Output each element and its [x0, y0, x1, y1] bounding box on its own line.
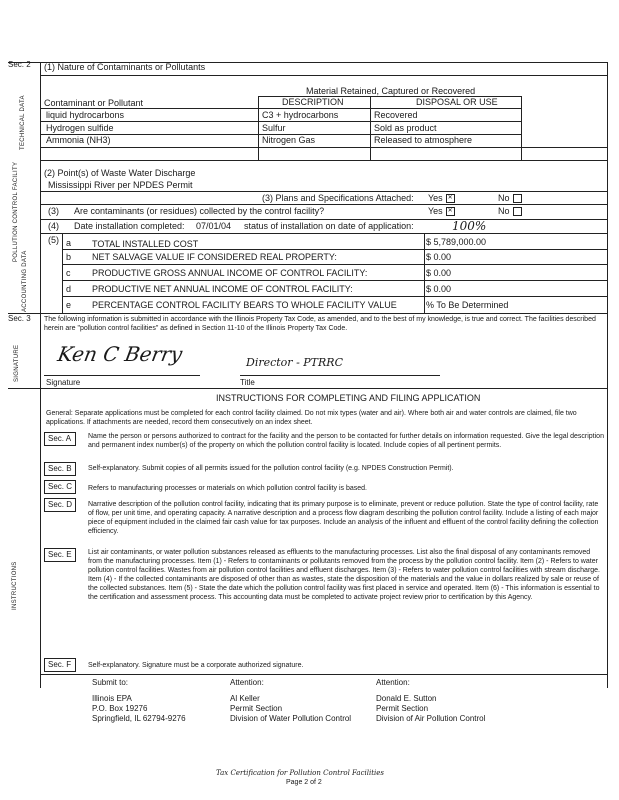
instr-sec-d-label: Sec. D [48, 500, 73, 509]
plans-yes-label: Yes [428, 193, 443, 203]
q4-status-value[interactable]: 100% [452, 219, 487, 233]
q2-title: (2) Point(s) of Waste Water Discharge [44, 168, 196, 178]
plans-no-checkbox[interactable] [513, 194, 522, 203]
instr-sec-a-label: Sec. A [48, 434, 72, 443]
q3-yes-checkbox[interactable]: ✕ [447, 208, 453, 215]
q3-no-label: No [498, 206, 510, 216]
fin-d-label: PRODUCTIVE NET ANNUAL INCOME OF CONTROL FACILITY: [92, 284, 353, 294]
q4-status-text: status of installation on date of application: [244, 221, 414, 231]
title-signature[interactable]: Director - PTRRC [246, 356, 343, 369]
q2-value: Mississippi River per NPDES Permit [48, 180, 193, 190]
attention1-line-2: Permit Section [230, 704, 283, 713]
instr-sec-a-text: Name the person or persons authorized to contract for the facility and the person to be contacted for further details on information requested. Give the legal description and permanent index number(s) of the property on which the pollution control facility is located. Include copies of all pertinent permits. [88, 433, 604, 449]
fin-a-value[interactable]: $ 5,789,000.00 [426, 237, 487, 247]
fin-e-letter: e [66, 300, 72, 310]
attention2-line-3: Division of Air Pollution Control [376, 714, 486, 723]
q3-no-checkbox[interactable] [513, 207, 522, 216]
instr-sec-b-label: Sec. B [48, 464, 72, 473]
fin-b-letter: b [66, 252, 72, 262]
attention1-line-1: Al Keller [230, 694, 260, 703]
attention1-line-3: Division of Water Pollution Control [230, 714, 352, 723]
instr-sec-f-label: Sec. F [48, 660, 72, 669]
col-disposal: DISPOSAL OR USE [416, 97, 498, 107]
instr-sec-c-text: Refers to manufacturing processes or materials on which pollution control facility is based. [88, 485, 367, 492]
attention-header-1: Attention: [230, 678, 264, 687]
certification-text: The following information is submitted in accordance with the Illinois Property Tax Code, as amended, and to the best of my knowledge, is true and correct. The facilities described herein are "pollution control facilities" as defined in Section 11-10 of the Illinois Property Tax Code. [44, 316, 596, 332]
side-label-instructions: INSTRUCTIONS [12, 561, 18, 610]
side-label-signature: SIGNATURE [14, 344, 20, 382]
address-line-3: Springfield, IL 62794-9276 [92, 714, 186, 723]
submit-to-header: Submit to: [92, 678, 129, 687]
instr-sec-e-text: List air contaminants, or water pollution substances released as effluents to the manufacturing processes. List also the final disposal of any contaminants removed from the manufacturing processes. Item (1) - Refers to contaminants or pollutants removed from the process by the pollution control facility. Item (2) - Refers to water pollution control facilities. Wastes from air pollution control facilities and effluent discharges. Item (3) - Refers to water pollution control facilities with stream discharge. Item (4) - If the collected contaminants are disposed of other than as wastes, state the disposition of the materials and the value in dollars realized by sale or reuse of the collected substances. Item (5) - State the date which the pollution control facility was first placed in service and operated. Item (6) - This information is essential to the certification and assessment process. This accounting data must be completed to activate project review prior to certification by this Agency. [88, 549, 601, 601]
side-label-accounting: ACCOUNTING DATA [22, 250, 28, 312]
q4-text: Date installation completed: [74, 221, 185, 231]
row-2-description: Sulfur [262, 123, 286, 133]
address-line-2: P.O. Box 19276 [92, 704, 148, 713]
general-instructions: General: Separate applications must be completed for each control facility claimed. Do not mix types (water and air). Where both air and water controls are claimed, file two applications. If attachments are needed, record them consecutively on an index sheet. [46, 410, 577, 426]
plans-yes-checkbox[interactable]: ✕ [447, 195, 453, 202]
instr-sec-b-text: Self-explanatory. Submit copies of all permits issued for the pollution control facility (e.g. NPDES Construction Permit). [88, 465, 454, 472]
side-label-pollution: POLLUTION CONTROL FACILITY [13, 161, 19, 262]
row-1-description: C3 + hydrocarbons [262, 110, 339, 120]
sec3-label: Sec. 3 [8, 314, 31, 323]
row-1-contaminant: liquid hydrocarbons [46, 110, 125, 120]
row-3-description: Nitrogen Gas [262, 135, 316, 145]
q1-title: (1) Nature of Contaminants or Pollutants [44, 62, 206, 72]
fin-e-value[interactable]: % To Be Determined [426, 300, 509, 310]
fin-d-value[interactable]: $ 0.00 [426, 284, 452, 294]
row-3-disposal: Released to atmosphere [374, 135, 473, 145]
side-label-technical: TECHNICAL DATA [20, 95, 26, 150]
material-header: Material Retained, Captured or Recovered [306, 86, 476, 96]
instr-sec-c-label: Sec. C [48, 482, 73, 491]
fin-b-value[interactable]: $ 0.00 [426, 252, 452, 262]
instructions-title: INSTRUCTIONS FOR COMPLETING AND FILING APPLICATION [216, 393, 481, 403]
fin-c-letter: c [66, 268, 71, 278]
attention2-line-2: Permit Section [376, 704, 429, 713]
footer-title: Tax Certification for Pollution Control Facilities [216, 769, 385, 777]
fin-c-value[interactable]: $ 0.00 [426, 268, 452, 278]
fin-a-letter: a [66, 238, 72, 248]
fin-b-label: NET SALVAGE VALUE IF CONSIDERED REAL PROPERTY: [92, 252, 337, 262]
plans-label: (3) Plans and Specifications Attached: [262, 193, 414, 203]
plans-no[interactable] [498, 193, 522, 203]
q5-num: (5) [48, 235, 59, 245]
q3-no[interactable] [498, 206, 522, 216]
q4-date[interactable]: 07/01/04 [196, 221, 232, 231]
attention-header-2: Attention: [376, 678, 410, 687]
fin-e-label: PERCENTAGE CONTROL FACILITY BEARS TO WHOLE FACILITY VALUE [92, 300, 397, 310]
instr-sec-f-text: Self-explanatory. Signature must be a corporate authorized signature. [88, 662, 304, 669]
col-contaminant: Contaminant or Pollutant [44, 98, 144, 108]
fin-a-label: TOTAL INSTALLED COST [92, 239, 199, 249]
row-1-disposal: Recovered [374, 110, 418, 120]
q3-text: Are contaminants (or residues) collected by the control facility? [74, 206, 325, 216]
q3-yes[interactable] [428, 206, 455, 216]
footer-page: Page 2 of 2 [286, 779, 322, 786]
q3-yes-label: Yes [428, 206, 443, 216]
col-description: DESCRIPTION [282, 97, 344, 107]
plans-no-label: No [498, 193, 510, 203]
title-label: Title [240, 378, 255, 387]
instr-sec-e-label: Sec. E [48, 550, 72, 559]
sec2-label: Sec. 2 [8, 60, 31, 69]
row-2-disposal: Sold as product [374, 123, 437, 133]
q3-num: (3) [48, 206, 59, 216]
instr-sec-d-text: Narrative description of the pollution control facility, indicating that its primary purpose is to eliminate, prevent or reduce pollution. State the type of control facility, rate of flow, per unit time, and operating capacity. A narrative description and a process flow diagram describing the pollution control facility. Include a listing of each major piece of equipment included in the claimed fair cash value for tax purposes. Include an analysis of the influent and effluent of the control facility defining the collection efficiency. [88, 501, 599, 535]
q4-num: (4) [48, 221, 59, 231]
address-line-1: Illinois EPA [92, 694, 132, 703]
row-2-contaminant: Hydrogen sulfide [46, 123, 114, 133]
row-3-contaminant: Ammonia (NH3) [46, 135, 111, 145]
signature-label: Signature [46, 378, 81, 387]
signature[interactable]: Ken C Berry [55, 342, 185, 366]
fin-d-letter: d [66, 284, 72, 294]
plans-yes[interactable] [428, 193, 455, 203]
attention2-line-1: Donald E. Sutton [376, 694, 437, 703]
fin-c-label: PRODUCTIVE GROSS ANNUAL INCOME OF CONTROL FACILITY: [92, 268, 368, 278]
